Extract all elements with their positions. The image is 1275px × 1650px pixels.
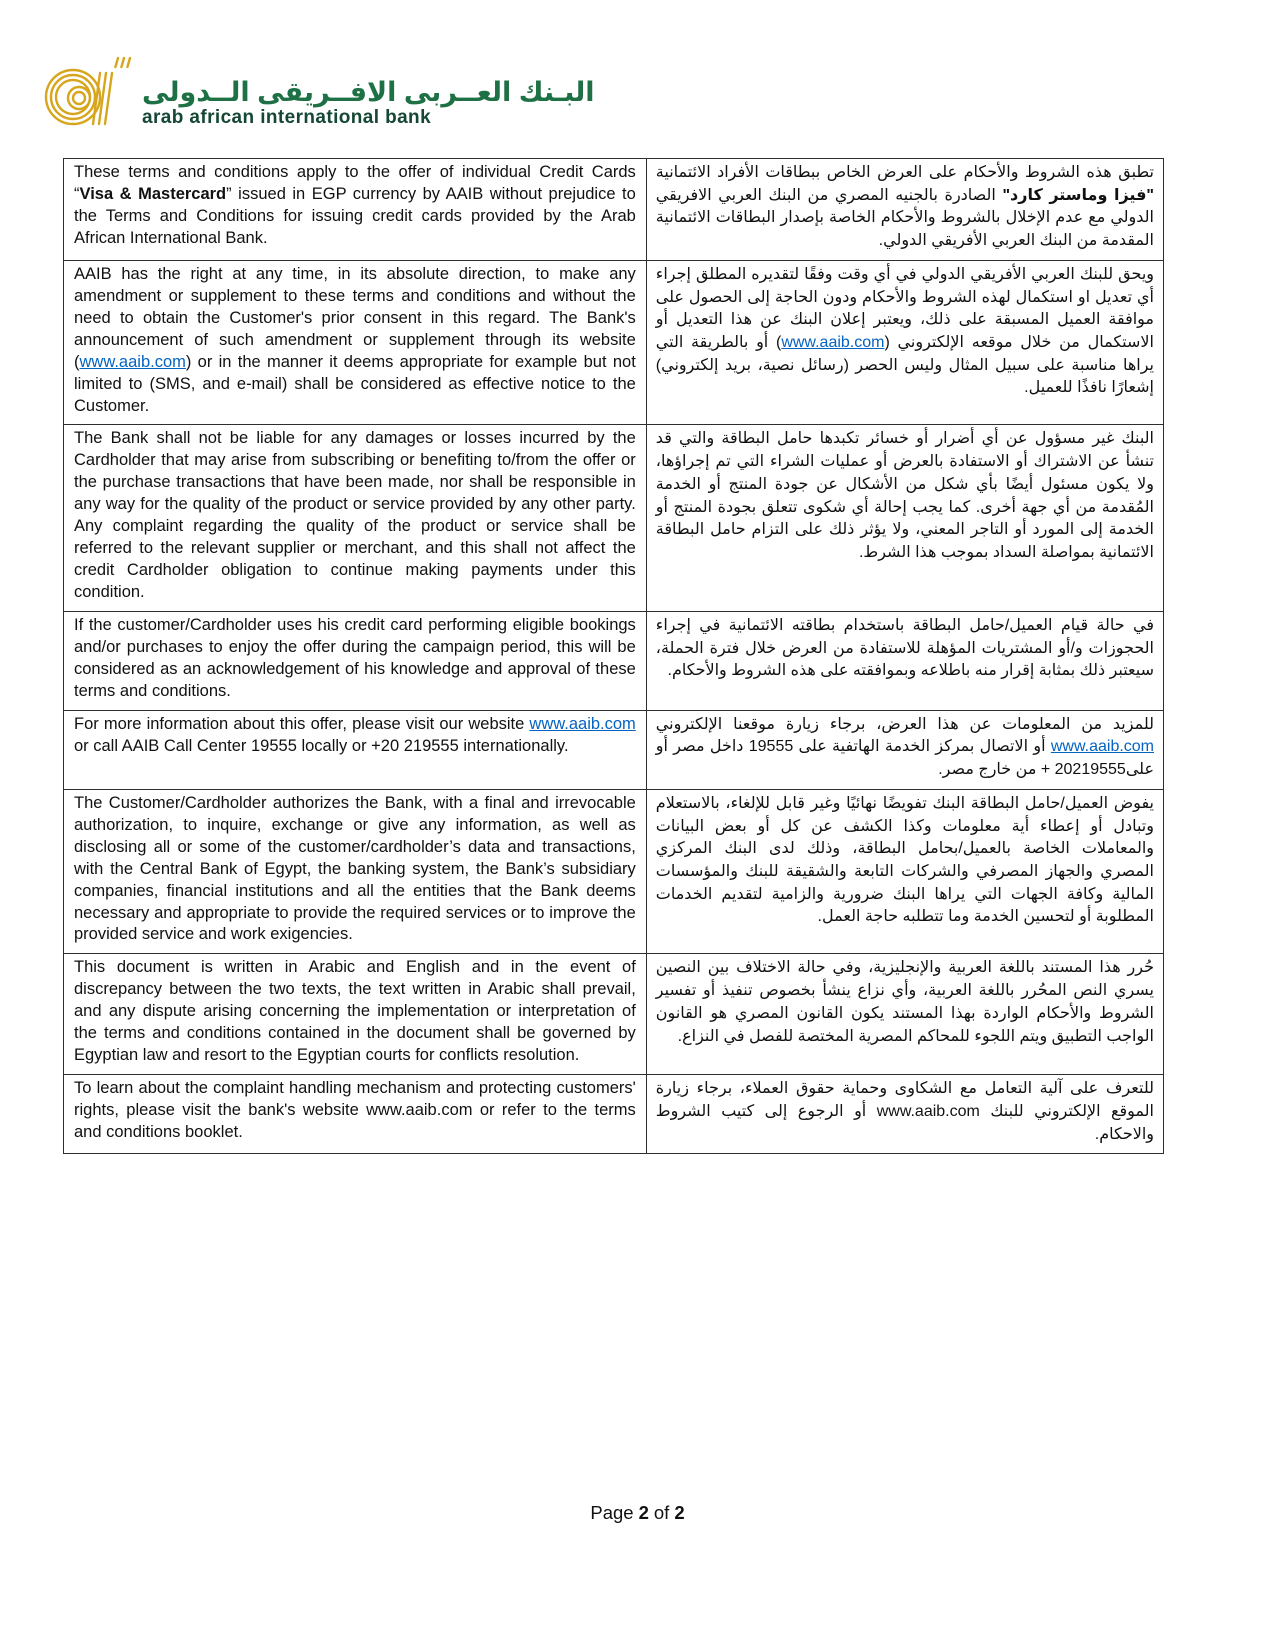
english-terms-cell [64,710,647,789]
text: في حالة قيام العميل/حامل البطاقة باستخدام بطاقته الائتمانية في إجراء الحجوزات و/أو المشتريات المؤهلة للاستفادة من العرض خلال فترة الحملة، سيعتبر ذلك بمثابة إقرار منه باطلاعه وبموافقته على هذه الشروط والأحكام. [655,616,1154,680]
arabic-terms-cell [646,954,1163,1075]
text: The Bank shall not be liable for any damages or losses incurred by the Cardholder that may arise from subscribing or benefiting to/from the offer or the purchase transactions that have been made, nor shall be responsible in any way for the quality of the product or service provided by any other party. Any complaint regarding the quality of the product or service shall be referred to the relevant supplier or merchant, and this shall not affect the credit Cardholder obligation to continue making payments under this condition. [74,429,636,601]
arabic-terms-cell [646,159,1163,261]
footer-word-of: of [653,1502,670,1523]
english-terms-cell [64,611,647,710]
table-row [64,954,1164,1075]
table-row [64,611,1164,710]
aaib-website-link[interactable]: www.aaib.com [781,334,885,352]
text: These terms and conditions apply to the offer of individual Credit Cards “ [74,163,636,203]
english-terms-cell [64,954,647,1075]
footer-page-number: 2 [638,1502,649,1523]
text: ) أو بالطريقة التي يراها مناسبة على سبيل المثال وليس الحصر (رسائل نصية، بريد إلكتروني) إشعارًا نافذًا للعميل. [655,334,1155,397]
aaib-website-link[interactable]: www.aaib.com [1050,738,1155,756]
table-row [64,710,1164,789]
text: البنك غير مسؤول عن أي أضرار أو خسائر تكبدها حامل البطاقة والتي قد تنشأ عن الاشتراك أو الاستفادة بالعرض أو عمليات الشراء التي تم إجراؤها، ولا يكون مسئول أيضًا بأي شكل من الأشكال عن جودة المنتج أو الخدمة المُقدمة من أي جهة أخرى. كما يجب إحالة أي شكوى تتعلق بجودة المنتج أو الخدمة إلى المورد أو التاجر المعني، ولا يؤثر ذلك على التزام حامل البطاقة الائتمانية بمواصلة السداد بموجب هذا الشرط. [655,430,1155,562]
aaib-logo [40,50,595,130]
aaib-website-link[interactable]: www.aaib.com [529,714,636,733]
footer-word-page: Page [590,1502,634,1523]
text: The Customer/Cardholder authorizes the Bank, with a final and irrevocable authorization, to inquire, exchange or give any information, as well as disclosing all or some of the customer/cardholder’s data and transactions, with the Central Bank of Egypt, the banking system, the Bank’s subsidiary companies, financial institutions and all the entities that the Bank deems necessary and appropriate to provide the required services or to improve the provided service and work exigencies. [74,793,636,944]
arabic-terms-cell [646,611,1163,710]
text: For more information about this offer, please visit our website [74,714,530,733]
text: AAIB has the right at any time, in its absolute direction, to make any amendment or supplement to these terms and conditions and without the need to obtain the Customer's prior consent in this regard. The Bank's announcement of such amendment or supplement through its website ( [74,264,636,371]
text: If the customer/Cardholder uses his credit card performing eligible bookings and/or purchases to enjoy the offer during the campaign period, this will be considered as an acknowledgement of his knowledge and approval of these terms and conditions. [74,615,636,700]
text: للمزيد من المعلومات عن هذا العرض، برجاء زيارة موقعنا الإلكتروني [655,715,1154,733]
text: ” issued in EGP currency by AAIB without prejudice to the Terms and Conditions for issuing credit cards provided by the Arab African International Bank. [74,184,636,247]
arabic-terms-cell [646,260,1163,425]
text: To learn about the complaint handling mechanism and protecting customers' rights, please visit the bank's website www.aaib.com or refer to the terms and conditions booklet. [74,1079,636,1141]
text: حُرر هذا المستند باللغة العربية والإنجليزية، وفي حالة الاختلاف بين النصين يسري النص المحُرر باللغة العربية، وأي نزاع ينشأ بخصوص تنفيذ أو تفسير الشروط والأحكام الواردة بهذا المستند يكون القانون المصري هو القانون الواجب التطبيق ويتم اللجوء للمحاكم المصرية المختصة للفصل في النزاع. [655,959,1154,1045]
page-footer [0,1502,1275,1524]
text: الصادرة بالجنيه المصري من البنك العربي الافريقي الدولي مع عدم الإخلال بالشروط والأحكام الخاصة بإصدار البطاقات الائتمانية المقدمة من البنك العربي الأفريقي الدولي. [655,186,1154,250]
bold-text: Visa & Mastercard [79,184,227,203]
aaib-logo-mark-icon [40,50,136,130]
english-terms-cell [64,1075,647,1154]
text: This document is written in Arabic and English and in the event of discrepancy between the two texts, the text written in Arabic shall prevail, and any dispute arising concerning the implementation or interpretation of the terms and conditions contained in the document shall be governed by Egyptian law and resort to the Egyptian courts for conflicts resolution. [74,958,636,1065]
logo-arabic-name: البـنك العــربى الافــريقى الــدولى [142,77,595,108]
table-row [64,789,1164,954]
table-row [64,425,1164,612]
footer-total-pages: 2 [674,1502,685,1523]
arabic-terms-cell [646,710,1163,789]
arabic-terms-cell [646,1075,1163,1154]
table-row [64,260,1164,425]
english-terms-cell [64,260,647,425]
text: يفوض العميل/حامل البطاقة البنك تفويضًا نهائيًا وغير قابل للإلغاء، بالاستعلام وتبادل أو إعطاء أية معلومات وكذا الكشف عن كل أو بعض البيانات والمعاملات الخاصة بالعميل/بحامل البطاقة، وذلك لدى البنك المركزي المصري والجهاز المصرفي والشركات التابعة والشقيقة للبنك والمؤسسات المالية وكافة الجهات التي يراها البنك ضرورية والزامية لتقديم الخدمات المطلوبة أو لتحسين الخدمة وما تتطلبه حاجة العمل. [655,794,1154,926]
text: ) or in the manner it deems appropriate for example but not limited to (SMS, and e-mail) shall be considered as effective notice to the Customer. [74,352,636,415]
aaib-logo-text [142,77,595,130]
text: ويحق للبنك العربي الأفريقي الدولي في أي وقت وفقًا لتقديره المطلق إجراء أي تعديل او استكمال لهذه الشروط والأحكام ودون الحاجة إلى الحصول على موافقة العميل المسبقة على ذلك، ويعتبر إعلان البنك عن هذا التعديل أو الاستكمال من خلال موقعه الإلكتروني ( [655,265,1154,352]
text: or call AAIB Call Center 19555 locally or +20 219555 internationally. [74,736,569,755]
table-row [64,159,1164,261]
logo-english-name: arab african international bank [142,107,432,129]
english-terms-cell [64,789,647,954]
terms-table-body [64,159,1164,1154]
english-terms-cell [64,425,647,612]
table-row [64,1075,1164,1154]
terms-table [63,158,1164,1154]
english-terms-cell [64,159,647,261]
arabic-terms-cell [646,425,1163,612]
bold-text: "فيزا وماستر كارد" [1002,186,1155,204]
text: تطبق هذه الشروط والأحكام على العرض الخاص ببطاقات الأفراد الائتمانية [655,164,1154,181]
text: أو الاتصال بمركز الخدمة الهاتفية على 19555 داخل مصر أو على20219555 + من خارج مصر. [655,738,1154,779]
aaib-website-link[interactable]: www.aaib.com [79,352,186,371]
text: للتعرف على آلية التعامل مع الشكاوى وحماية حقوق العملاء، برجاء زيارة الموقع الإلكتروني للبنك www.aaib.com أو الرجوع إلى كتيب الشروط والاحكام. [655,1080,1154,1143]
arabic-terms-cell [646,789,1163,954]
